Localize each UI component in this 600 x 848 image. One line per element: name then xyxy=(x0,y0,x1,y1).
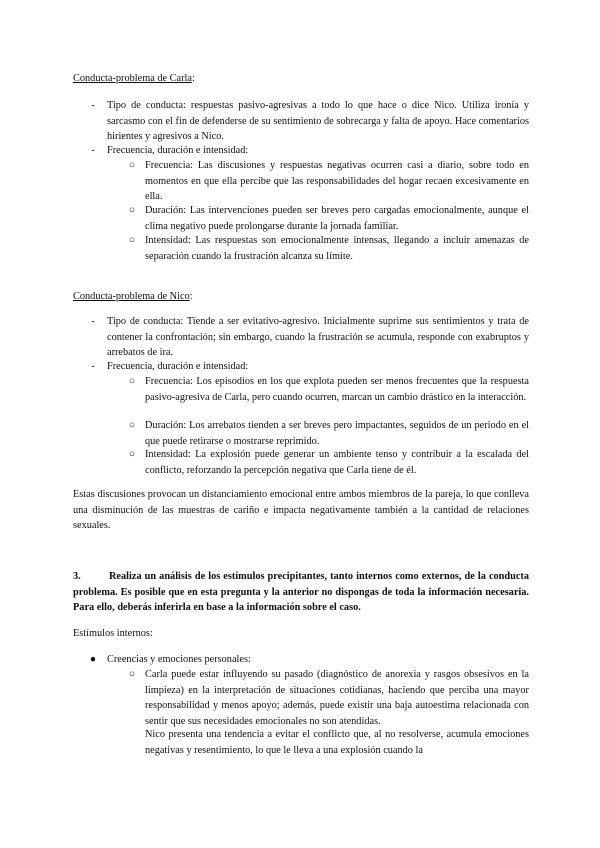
carla-freq-marker: - xyxy=(91,145,95,156)
nico-tipo-marker: - xyxy=(91,316,95,327)
nico-duracion-text: Duración: Los arrebatos tienden a ser breves pero impactantes, seguidos de un periodo en el que puede retirarse o mostrarse reprimido. xyxy=(145,420,529,447)
carla-heading: Conducta-problema de Carla xyxy=(73,73,192,84)
carla-heading-colon: : xyxy=(191,73,195,84)
carla-intensidad-text: Intensidad: Las respuestas son emocionalmente intensas, llegando a incluir amenazas de separación cuando la frustración alcanza su límite. xyxy=(145,235,529,262)
carla-duracion-marker: ○ xyxy=(128,205,136,216)
internos-heading: Estímulos internos: xyxy=(73,628,153,639)
nico-heading-line xyxy=(73,289,193,305)
summary-paragraph: Estas discusiones provocan un distanciamiento emocional entre ambos miembros de la pareja, lo que conlleva una disminución de las muestras de cariño e impacta negativamente también a la cantidad de relaciones sexuales. xyxy=(73,489,529,531)
carla-tipo-text: Tipo de conducta: respuestas pasivo-agresivas a todo lo que hace o dice Nico. Utiliza ironía y sarcasmo con el fin de defenderse de su sentimiento de sobrecarga y falta de apoyo. Hace comentarios hirientes y agresivos a Nico. xyxy=(107,100,529,142)
nico-intensidad-marker: ○ xyxy=(128,449,136,460)
nico-tipo-text: Tipo de conducta: Tiende a ser evitativo-agresivo. Inicialmente suprime sus sentimientos y trata de contener la confrontación; sin embargo, cuando la frustración se acumula, responde con exabruptos y arrebatos de ira. xyxy=(107,316,529,358)
carla-heading-line xyxy=(73,71,195,87)
nico-freq-header: Frecuencia, duración e intensidad: xyxy=(107,361,249,372)
nico-creencias-text: Nico presenta una tendencia a evitar el conflicto que, al no resolverse, acumula emociones negativas y resentimiento, lo que le lleva a una explosión cuando la xyxy=(145,729,529,756)
nico-freq-marker: - xyxy=(91,361,95,372)
carla-freq-header: Frecuencia, duración e intensidad: xyxy=(107,145,249,156)
nico-frecuencia-marker: ○ xyxy=(128,376,136,387)
nico-heading-colon: : xyxy=(189,291,193,302)
nico-frecuencia-text: Frecuencia: Los episodios en los que explota pueden ser menos frecuentes que la respuesta pasivo-agresiva de Carla, pero cuando ocurren, marcan un cambio drástico en la interacción. xyxy=(145,376,529,403)
creencias-bullet-marker: ● xyxy=(89,654,97,665)
question-number: 3. xyxy=(73,571,81,582)
carla-tipo-marker: - xyxy=(91,100,95,111)
carla-intensidad-marker: ○ xyxy=(128,235,136,246)
creencias-bullet-text: Creencias y emociones personales: xyxy=(107,654,251,665)
carla-frecuencia-text: Frecuencia: Las discusiones y respuestas negativas ocurren casi a diario, sobre todo en momentos en que ella percibe que las responsabilidades del hogar recaen excesivamente en ella. xyxy=(145,160,529,202)
nico-heading: Conducta-problema de Nico xyxy=(73,291,190,302)
question-text: Realiza un análisis de los estímulos precipitantes, tanto internos como externos, de la conducta problema. Es posible que en esta pregunta y la anterior no dispongas de toda la información necesaria. Para ello, deberás inferirla en base a la información sobre el caso. xyxy=(73,571,529,613)
carla-duracion-text: Duración: Las intervenciones pueden ser breves pero cargadas emocionalmente, aunque el clima negativo puede prolongarse durante la jornada familiar. xyxy=(145,205,529,232)
carla-creencias-text: Carla puede estar influyendo su pasado (diagnóstico de anorexia y rasgos obsesivos en la limpieza) en la interpretación de situaciones cotidianas, haciendo que perciba una mayor responsabilidad y menos apoyo; además, puede existir una baja autoestima relacionada con sentir que sus necesidades emocionales no son atendidas. xyxy=(145,669,529,727)
carla-creencias-marker: ○ xyxy=(128,669,136,680)
carla-frecuencia-marker: ○ xyxy=(128,160,136,171)
nico-intensidad-text: Intensidad: La explosión puede generar un ambiente tenso y contribuir a la escalada del conflicto, reforzando la percepción negativa que Carla tiene de él. xyxy=(145,449,529,476)
nico-duracion-marker: ○ xyxy=(128,420,136,431)
